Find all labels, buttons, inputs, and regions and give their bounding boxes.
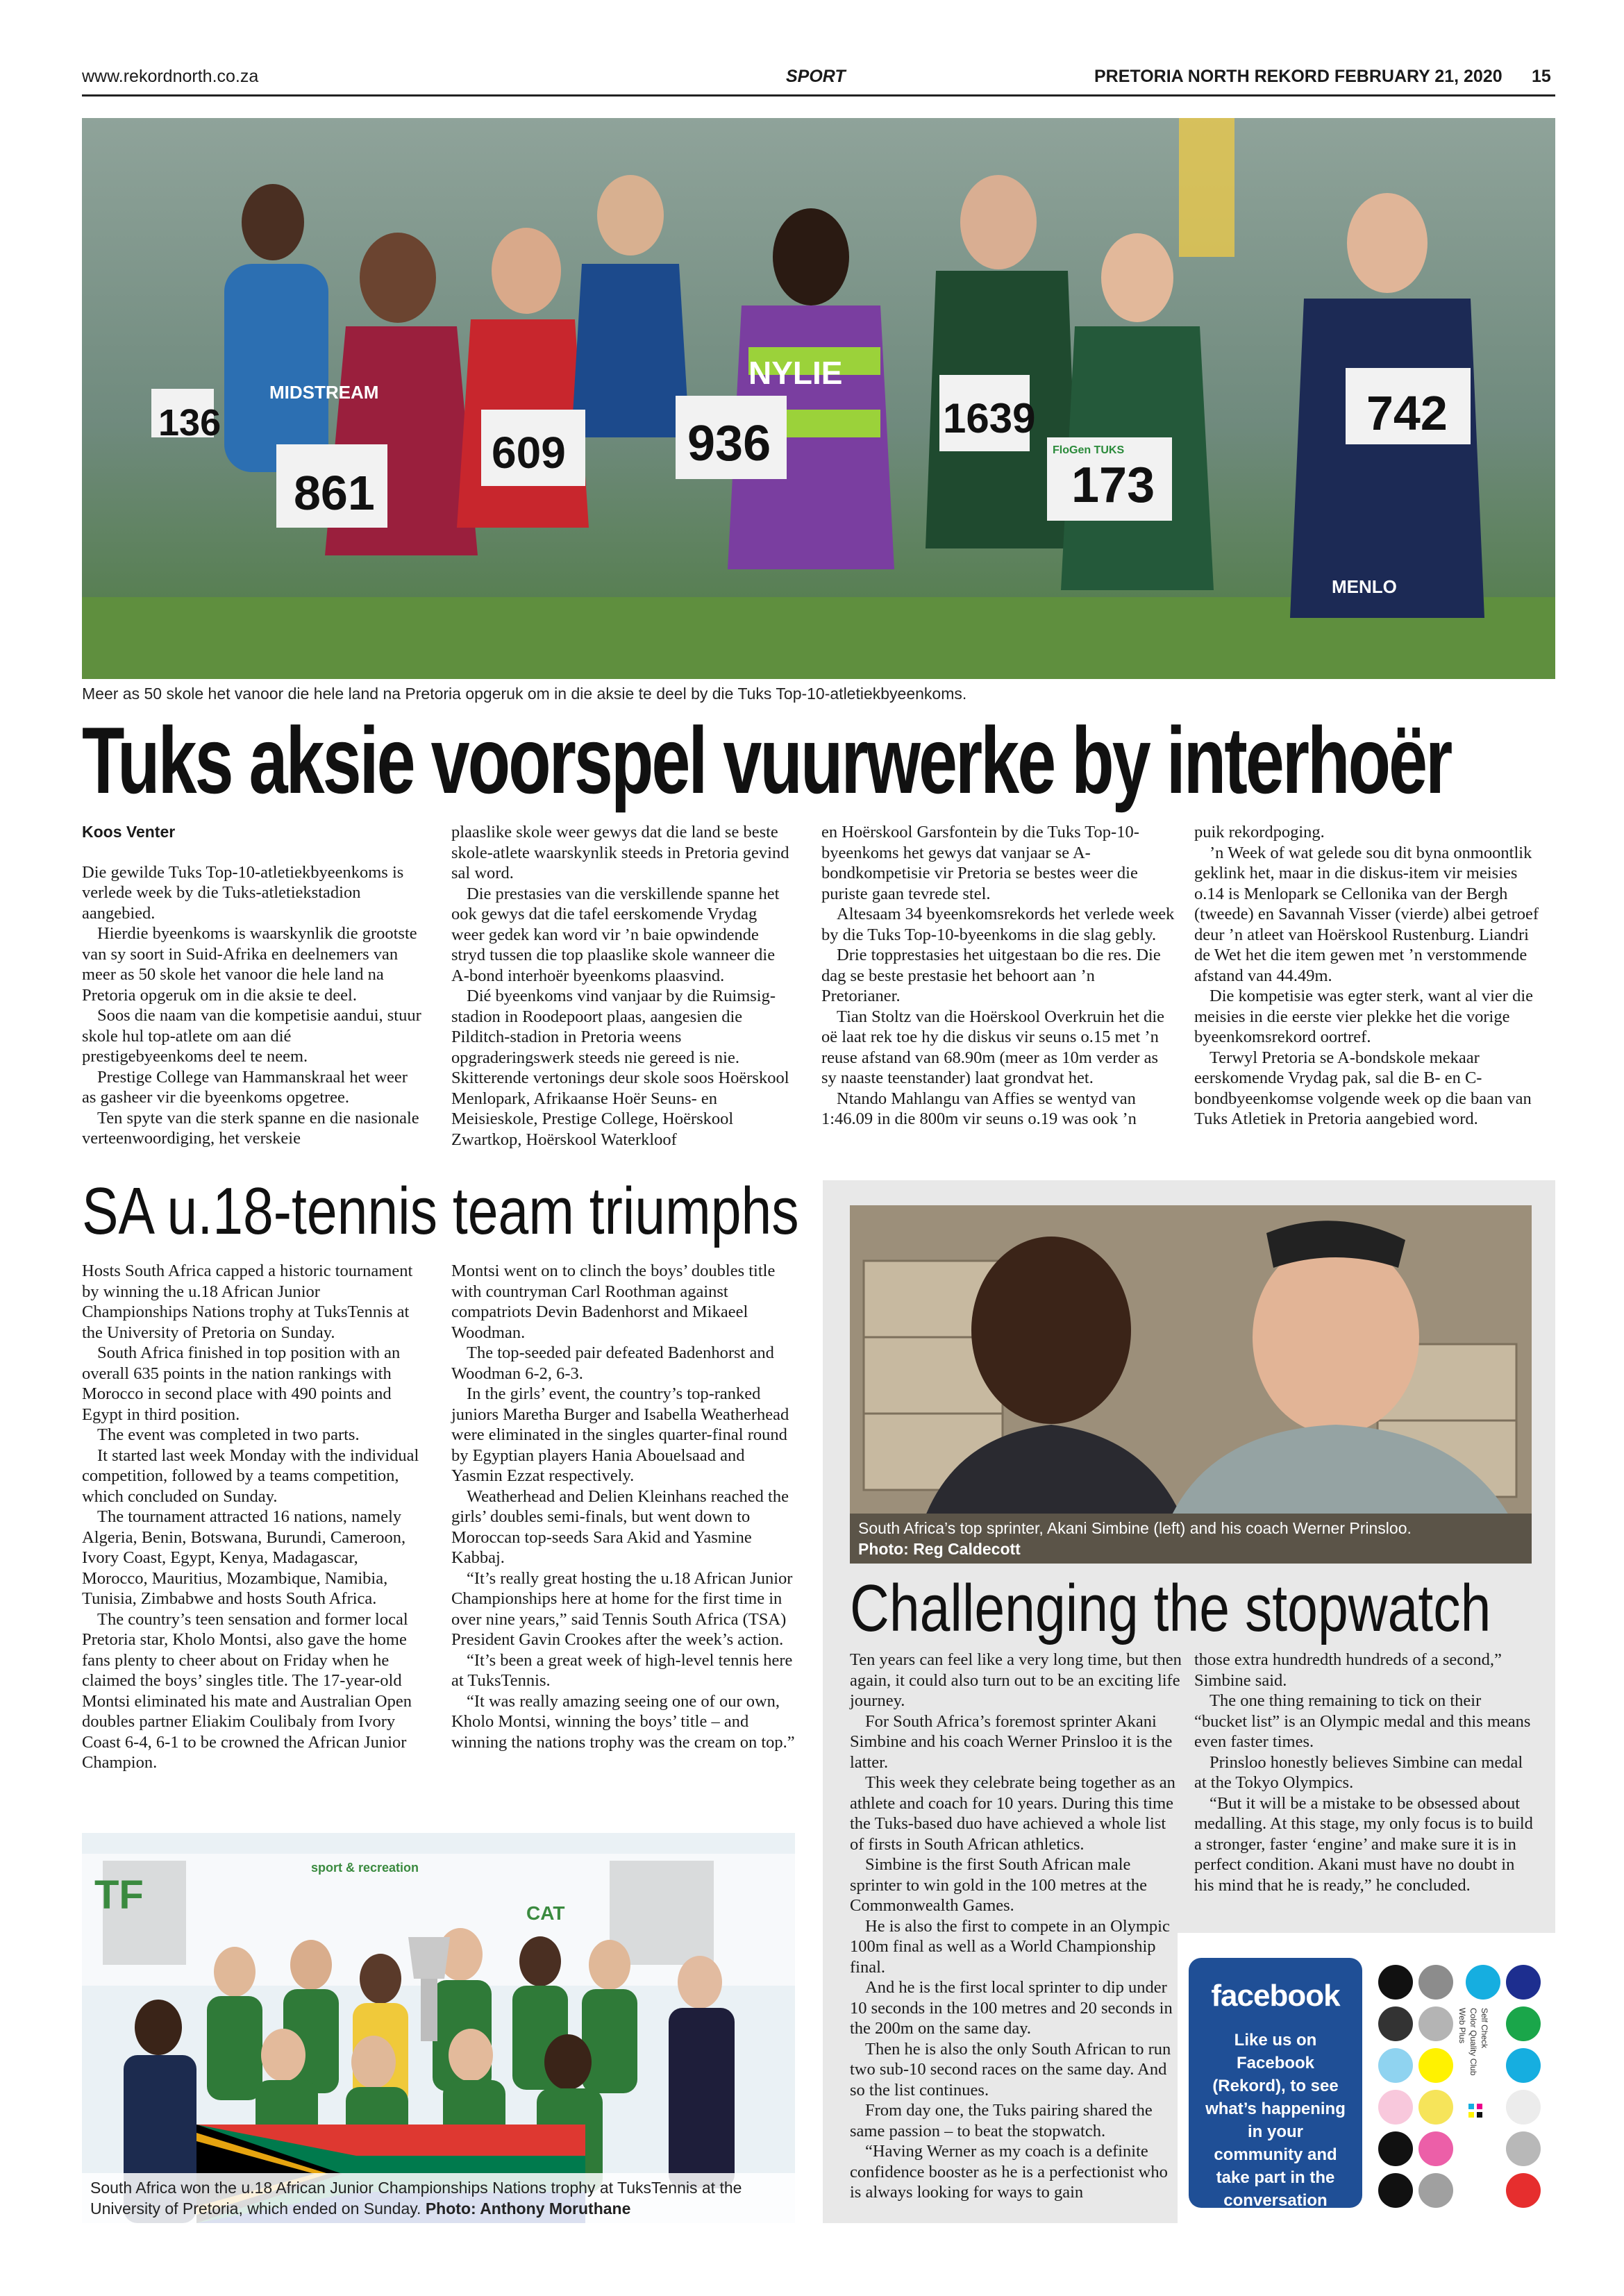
paragraph: Ntando Mahlangu van Affies se wentyd van 1:46.09 in die 800m vir seuns o.19 was ook ’n <box>821 1089 1137 1128</box>
paragraph: “It’s really great hosting the u.18 African Junior Championships here at home for the first time in over nine years,” said Tennis South Africa (TSA) President Gavin Crookes after the week’s action. <box>451 1568 793 1649</box>
tennis-headline: SA u.18-tennis team triumphs <box>82 1174 799 1248</box>
paragraph: This week they celebrate being together as an athlete and coach for 10 years. During this time the Tuks-based duo have achieved a whole list of firsts in South African athletics. <box>850 1773 1175 1854</box>
facebook-ad-text: Like us on Facebook (Rekord), to see what’s happening in your community and take part in the conversation <box>1205 2031 1346 2210</box>
bib-number: 1639 <box>943 395 1036 442</box>
photo-credit: Photo: Anthony Moruthane <box>425 2199 631 2218</box>
paragraph: Drie topprestasies het uitgestaan bo die res. Die dag se beste prestasie het behoort aan ’n Pretorianer. <box>821 946 1161 1005</box>
paragraph: Prestige College van Hammanskraal het weer as gasheer vir die byeenkoms opgetree. <box>82 1067 408 1107</box>
photo-credit: Photo: Reg Caldecott <box>858 1540 1021 1558</box>
page-number: 15 <box>1532 67 1551 86</box>
color-check-label: Web Plus <box>1457 2008 1467 2044</box>
paragraph: Hosts South Africa capped a historic tournament by winning the u.18 African Junior Championships Nations trophy at TuksTennis at the University of Pretoria on Sunday. <box>82 1262 413 1342</box>
color-swatch <box>1506 2131 1541 2166</box>
registration-mark <box>1477 2112 1482 2118</box>
caption-text: South Africa won the u.18 African Junior Championships Nations trophy at TuksTennis at the University of Pretoria, which ended on Sunday. <box>90 2179 742 2218</box>
bib-number: 936 <box>687 416 771 471</box>
masthead: PRETORIA NORTH REKORD FEBRUARY 21, 2020 <box>1094 67 1502 86</box>
paragraph: Die prestasies van die verskillende spanne het ook gewys dat die tafel eerskomende Vrydag weer gedek kan word vir ’n baie opwindende stryd tussen die top plaaslike skole wanneer die A-bond interhoër byeenkoms plaasvind. <box>451 884 780 985</box>
bib-number: 861 <box>294 466 375 520</box>
color-swatch <box>1506 2006 1541 2041</box>
byline: Koos Venter <box>82 823 176 841</box>
color-check-label: Color Quality Club <box>1468 2008 1478 2076</box>
color-swatch <box>1418 2090 1453 2125</box>
paragraph: puik rekordpoging. <box>1194 823 1325 841</box>
color-swatch <box>1378 2131 1413 2166</box>
banner-text: TF <box>94 1872 144 1918</box>
color-swatch <box>1418 1965 1453 2000</box>
paragraph: The top-seeded pair defeated Badenhorst and Woodman 6-2, 6-3. <box>451 1343 774 1383</box>
tennis-column-1 <box>82 1261 424 1773</box>
paragraph: “But it will be a mistake to be obsessed about medalling. At this stage, my only focus is to build a stronger, faster ‘engine’ and make sure it is in perfect condition. Akani must have no doubt in his mind that he is ready,” he concluded. <box>1194 1793 1533 1895</box>
color-swatch <box>1418 2173 1453 2208</box>
banner-text: CAT <box>526 1902 565 1924</box>
paragraph: Weatherhead and Delien Kleinhans reached the girls’ doubles semi-finals, but went down to Moroccan top-seeds Sara Akid and Yasmine Kabbaj. <box>451 1486 789 1567</box>
bib-number: 136 <box>158 402 221 444</box>
paragraph: Ten spyte van die sterk spanne en die nasionale verteenwoordiging, het verskeie <box>82 1108 419 1148</box>
paragraph: Ten years can feel like a very long time, but then again, it could also turn out to be an exciting life journey. <box>850 1650 1182 1710</box>
paragraph: those extra hundredth hundreds of a second,” Simbine said. <box>1194 1650 1502 1690</box>
facebook-ad[interactable] <box>1189 1958 1362 2208</box>
lead-column-4 <box>1194 822 1545 1130</box>
vest-text: NYLIE <box>748 355 843 391</box>
tennis-team-photo <box>82 1833 795 2223</box>
sprint-headline: Challenging the stopwatch <box>850 1571 1491 1645</box>
sprint-column-2 <box>1194 1650 1534 1895</box>
lead-headline: Tuks aksie voorspel vuurwerke by interhoër <box>82 707 1451 813</box>
color-swatch <box>1378 2090 1413 2125</box>
color-swatch <box>1506 2048 1541 2083</box>
paragraph: ’n Week of wat gelede sou dit byna onmoontlik geklink het, maar in die diskus-item vir meisies o.14 is Menlopark se Cellonika van der Bergh (tweede) en Savannah Visser (vierde) albei getroef deur ’n atleet van Hoërskool Rustenburg. Liandri de Wet het die item gewen met ’n verstommende afstand van 44.49m. <box>1194 843 1539 985</box>
bib-number: 173 <box>1071 458 1155 513</box>
lead-column-2 <box>451 822 792 1150</box>
paragraph: South Africa finished in top position with an overall 635 points in the nation rankings with Morocco in second place with 490 points and Egypt in third position. <box>82 1343 401 1424</box>
lead-column-1 <box>82 822 422 1149</box>
paragraph: Montsi went on to clinch the boys’ doubles title with countryman Carl Roothman against compatriots Devin Badenhorst and Mikaeel Woodman. <box>451 1262 776 1342</box>
color-swatch <box>1418 2006 1453 2041</box>
paragraph: Hierdie byeenkoms is waarskynlik die grootste van sy soort in Suid-Afrika en deelnemers van meer as 50 skole het vanoor die hele land na Pretoria opgeruk om in die aksie te deel. <box>82 924 417 1005</box>
paragraph: Die kompetisie was egter sterk, want al vier die meisies in die eerste vier plekke het die vorige byeenkomsrekord oortref. <box>1194 987 1534 1046</box>
header-rule <box>82 94 1555 97</box>
paragraph: The one thing remaining to tick on their “bucket list” is an Olympic medal and this means even faster times. <box>1194 1691 1531 1751</box>
color-swatch <box>1418 2048 1453 2083</box>
paragraph: The country’s teen sensation and former local Pretoria star, Kholo Montsi, also gave the home fans plenty to cheer about on Friday when he claimed the boys’ singles title. The 17-year-old Montsi eliminated his mate and Australian Open doubles partner Eliakim Coulibaly from Ivory Coast 6-4, 6-1 to be crowned the African Junior Champion. <box>82 1609 412 1772</box>
color-swatch <box>1378 1965 1413 2000</box>
paragraph: Soos die naam van die kompetisie aandui, stuur skole hul top-atlete om aan dié prestigebyeenkoms deel te neem. <box>82 1006 421 1066</box>
color-swatch <box>1506 1965 1541 2000</box>
paragraph: And he is the first local sprinter to dip under 10 seconds in the 100 metres and 20 seconds in the 200m on the same day. <box>850 1978 1173 2038</box>
paragraph: He is also the first to compete in an Olympic 100m final as well as a World Championship final. <box>850 1916 1170 1977</box>
paragraph: Prinsloo honestly believes Simbine can medal at the Tokyo Olympics. <box>1194 1752 1523 1792</box>
paragraph: The tournament attracted 16 nations, namely Algeria, Benin, Botswana, Burundi, Cameroon, Ivory Coast, Egypt, Kenya, Madagascar, Morocco, Mauritius, Mozambique, Namibia, Tunisia, Zimbabwe and hosts South Africa. <box>82 1507 406 1608</box>
paragraph: en Hoërskool Garsfontein by die Tuks Top-10-byeenkoms het gewys dat vanjaar se A-bondkompetisie vir Pretoria se bestes weer die puriste gaan tevrede stel. <box>821 823 1139 903</box>
sprint-photo-caption <box>850 1514 1532 1564</box>
paragraph: Simbine is the first South African male sprinter to win gold in the 100 metres at the Commonwealth Games. <box>850 1855 1147 1915</box>
color-swatch <box>1378 2006 1413 2041</box>
website-url[interactable]: www.rekordnorth.co.za <box>82 67 259 86</box>
lead-column-3 <box>821 822 1175 1130</box>
tennis-photo-caption <box>82 2173 795 2223</box>
vest-text: MENLO <box>1332 576 1397 597</box>
paragraph: “It was really amazing seeing one of our own, Kholo Montsi, winning the boys’ title – and winning the nations trophy was the cream on top.” <box>451 1691 795 1752</box>
paragraph: The event was completed in two parts. <box>97 1425 360 1444</box>
registration-mark <box>1468 2112 1474 2118</box>
paragraph: “It’s been a great week of high-level tennis here at TuksTennis. <box>451 1650 793 1690</box>
tennis-column-2 <box>451 1261 795 1752</box>
sprint-photo <box>850 1205 1532 1564</box>
lead-photo-runners <box>82 118 1555 679</box>
bib-number: 609 <box>492 428 566 478</box>
vest-text: FloGen TUKS <box>1053 444 1125 456</box>
registration-mark <box>1468 2104 1474 2109</box>
bib-number: 742 <box>1366 386 1448 440</box>
sprint-column-1 <box>850 1650 1183 2203</box>
paragraph: Dié byeenkoms vind vanjaar by die Ruimsig-stadion in Roodepoort plaas, aangesien die Pilditch-stadion in Pretoria weens opgraderingswerk steeds nie gereed is nie. Skitterende vertonings deur skole soos Hoërskool Menlopark, Afrikaanse Hoër Seuns- en Meisieskole, Prestige College, Hoërskool Zwartkop, Hoërskool Waterkloof <box>451 987 789 1149</box>
vest-text: MIDSTREAM <box>269 382 379 403</box>
paragraph: In the girls’ event, the country’s top-ranked juniors Maretha Burger and Isabella Weatherhead were eliminated in the singles quarter-final round by Egyptian players Hania Abouelsaad and Yasmin Ezzat respectively. <box>451 1384 789 1485</box>
color-swatch <box>1506 2173 1541 2208</box>
paragraph: It started last week Monday with the individual competition, followed by a teams competition, which concluded on Sunday. <box>82 1446 419 1506</box>
caption-text: South Africa’s top sprinter, Akani Simbine (left) and his coach Werner Prinsloo. <box>858 1519 1412 1537</box>
color-swatch <box>1418 2131 1453 2166</box>
color-swatch <box>1466 1965 1500 2000</box>
registration-mark <box>1477 2104 1482 2109</box>
banner-text: sport & recreation <box>311 1861 419 1875</box>
paragraph: Altesaam 34 byeenkomsrekords het verlede week by die Tuks Top-10-byeenkoms in die slag gebly. <box>821 905 1175 944</box>
paragraph: Die gewilde Tuks Top-10-atletiekbyeenkoms is verlede week by die Tuks-atletiekstadion aangebied. <box>82 862 404 923</box>
color-swatch <box>1378 2173 1413 2208</box>
section-label: SPORT <box>786 67 846 86</box>
paragraph: For South Africa’s foremost sprinter Akani Simbine and his coach Werner Prinsloo it is the latter. <box>850 1711 1173 1772</box>
paragraph: Tian Stoltz van die Hoërskool Overkruin het die oë laat rek toe hy die diskus vir seuns o.15 met ’n reuse afstand van 68.90m (meer as 10m verder as sy naaste teenstander) laat grondvat het. <box>821 1007 1165 1087</box>
paragraph: plaaslike skole weer gewys dat die land se beste skole-atlete waarskynlik steeds in Pretoria gevind sal word. <box>451 823 789 882</box>
color-swatch <box>1378 2048 1413 2083</box>
facebook-logo: facebook <box>1211 1979 1340 2013</box>
paragraph: From day one, the Tuks pairing shared the same passion – to beat the stopwatch. <box>850 2101 1153 2140</box>
lead-photo-caption: Meer as 50 skole het vanoor die hele land na Pretoria opgeruk om in die aksie te deel by die Tuks Top-10-atletiekbyeenkoms. <box>82 685 967 703</box>
color-swatch <box>1506 2090 1541 2125</box>
color-check-panel <box>1378 1965 1545 2222</box>
color-check-label: Self Check <box>1480 2008 1489 2049</box>
paragraph: Terwyl Pretoria se A-bondskole mekaar eerskomende Vrydag pak, sal die B- en C-bondbyeenkomse volgende week op die baan van Tuks Atletiek in Pretoria aangebied word. <box>1194 1048 1532 1128</box>
paragraph: “Having Werner as my coach is a definite confidence booster as he is a perfectionist who is always looking for ways to gain <box>850 2142 1168 2202</box>
paragraph: Then he is also the only South African to run two sub-10 second races on the same day. And so the list continues. <box>850 2039 1171 2100</box>
